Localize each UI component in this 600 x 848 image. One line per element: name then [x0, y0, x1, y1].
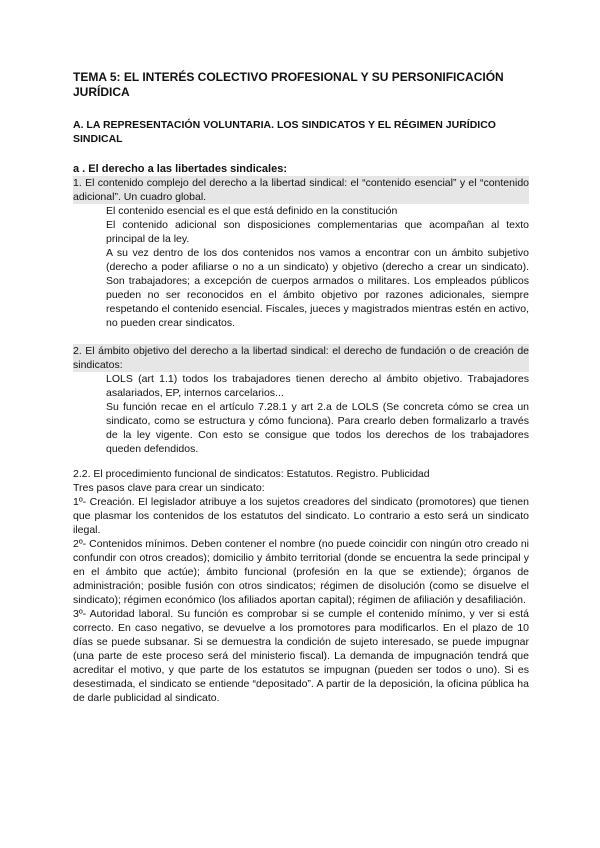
step-3: 3º- Autoridad laboral. Su función es comprobar si se cumple el contenido mínimo, y ver si está correcto. En caso negativo, se devuelve a los promotores para modificarlos. En el plazo de 10 días se puede subsanar. Si se demuestra la condición de sujeto interesado, se puede impugnar (una parte de este proceso será del ministerio fiscal). La demanda de impugnación tendrá que acreditar el motivo, y que parte de los estatutos se impugnan (pueden ser todos o uno). Si es desestimada, el sindicato se entiende “depositado”. A partir de la deposición, la oficina pública ha de darle publicidad al sindicato.	[73, 608, 529, 704]
document-page	[73, 70, 529, 705]
point-1-item-1: El contenido esencial es el que está definido en la constitución	[106, 205, 398, 217]
point-2-2-intro: Tres pasos clave para crear un sindicato:	[73, 482, 265, 494]
document-title: TEMA 5: EL INTERÉS COLECTIVO PROFESIONAL Y SU PERSONIFICACIÓN JURÍDICA	[73, 70, 504, 99]
point-1-heading: 1. El contenido complejo del derecho a la libertad sindical: el “contenido esencial” y el “contenido adicional”. Un cuadro global.	[73, 177, 529, 203]
point-2-item-1: LOLS (art 1.1) todos los trabajadores tienen derecho al ámbito objetivo. Trabajadores asalariados, EP, internos carcelarios...	[106, 373, 529, 399]
point-2-item-2: Su función recae en el artículo 7.28.1 y art 2.a de LOLS (Se concreta cómo se crea un sindicato, como se estructura y cómo funciona). Para crearlo deben formalizarlo a través de la ley vigente. Con esto se consigue que todos los derechos de los trabajadores queden defendidos.	[106, 401, 529, 455]
point-2-2-heading: 2.2. El procedimiento funcional de sindicatos: Estatutos. Registro. Publicidad	[73, 468, 430, 480]
step-2: 2º- Contenidos mínimos. Deben contener el nombre (no puede coincidir con ningún otro creado ni confundir con otros creados); domicilio y ámbito territorial (donde se encuentra la sede principal y en el ámbito que actúe); ámbito funcional (profesión en la que se extiende); órganos de administración; posible fusión con otros sindicatos; régimen de disolución (como se disuelve el sindicato); régimen económico (los afiliados aportan capital); régimen de afiliación y desafiliación.	[73, 538, 529, 606]
step-1: 1º- Creación. El legislador atribuye a los sujetos creadores del sindicato (promotores) que tienen que plasmar los contenidos de los estatutos del sindicato. Lo contrario a esto será un sindicato ilegal.	[73, 496, 529, 536]
point-1-item-3: A su vez dentro de los dos contenidos nos vamos a encontrar con un ámbito subjetivo (derecho a poder afiliarse o no a un sindicato) y objetivo (derecho a crear un sindicato). Son trabajadores; a excepción de cuerpos armados o militares. Los empleados públicos pueden no ser reconocidos en el ámbito objetivo por razones adicionales, siempre respetando el contenido esencial. Fiscales, jueces y magistrados mientras estén en activo, no pueden crear sindicatos.	[106, 247, 529, 329]
subsection-a-heading: a . El derecho a las libertades sindicales:	[73, 163, 287, 175]
point-1-item-2: El contenido adicional son disposiciones complementarias que acompañan al texto principal de la ley.	[106, 219, 529, 245]
section-a-heading: A. LA REPRESENTACIÓN VOLUNTARIA. LOS SINDICATOS Y EL RÉGIMEN JURÍDICO SINDICAL	[73, 119, 496, 145]
point-2-heading: 2. El ámbito objetivo del derecho a la libertad sindical: el derecho de fundación o de creación de sindicatos:	[73, 345, 529, 371]
